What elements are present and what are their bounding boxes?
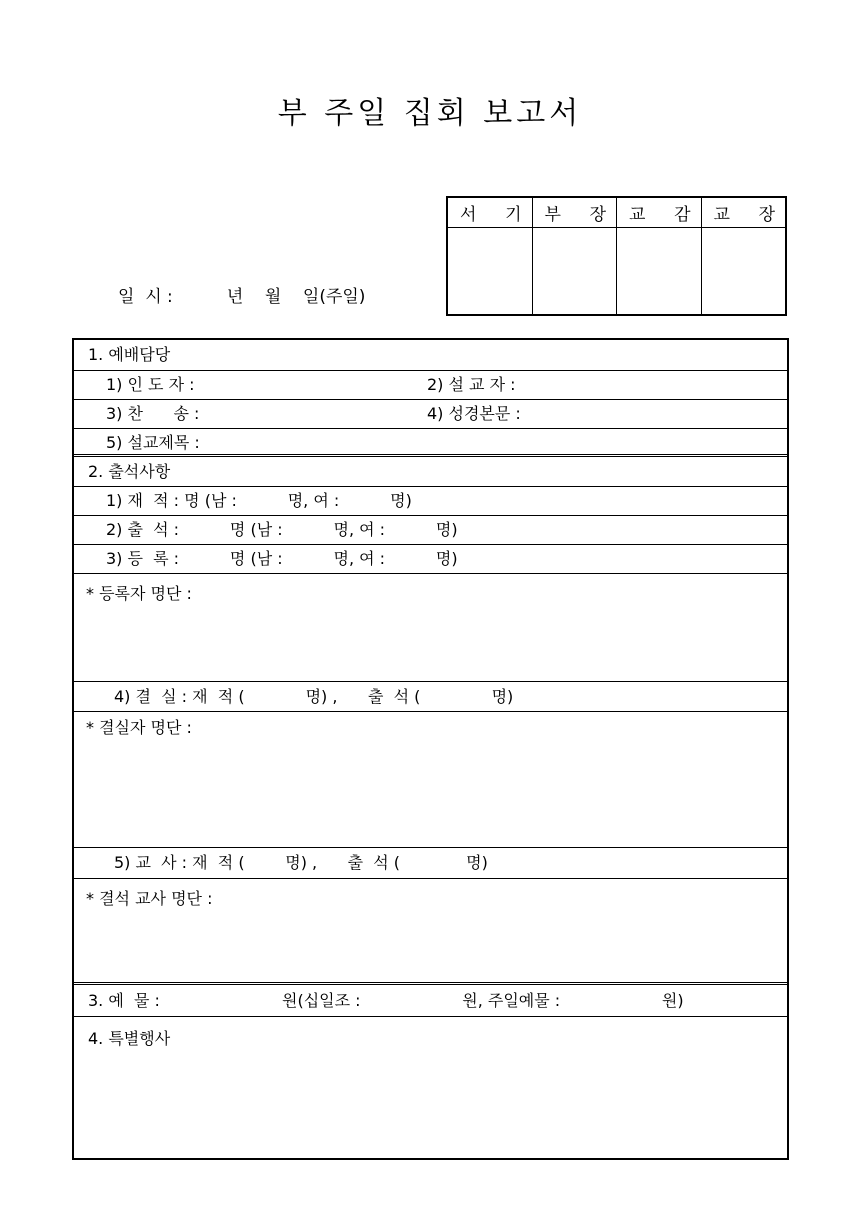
registered-row[interactable]: [74, 544, 787, 573]
leader-row[interactable]: [74, 370, 787, 399]
absent-teachers-list-box[interactable]: [74, 878, 787, 982]
sermon-title-label: 5) 설교제목 :: [106, 433, 200, 452]
absentees-list-label: * 결실자 명단 :: [86, 718, 192, 737]
approval-table: [446, 196, 787, 316]
registrants-list-label: * 등록자 명단 :: [86, 584, 192, 603]
section1-heading: 1. 예배담당: [88, 345, 171, 364]
approval-header: [617, 198, 701, 228]
approval-label-char: 교: [629, 205, 646, 225]
absent-teachers-list-label: * 결석 교사 명단 :: [86, 889, 213, 908]
approval-col-supervisor: [617, 198, 702, 314]
absentees-list-box[interactable]: [74, 711, 787, 847]
preacher-label: 2) 설 교 자 :: [427, 375, 516, 394]
page-title: 부 주일 집회 보고서: [277, 96, 583, 131]
signature-box[interactable]: [617, 228, 701, 314]
teachers-label: 5) 교 사 : 재 적 ( 명) , 출 석 ( 명): [114, 853, 488, 872]
approval-header: [702, 198, 786, 228]
offering-detail: 원(십일조 : 원, 주일예물 : 원): [282, 991, 684, 1010]
special-events-heading: 4. 특별행사: [88, 1029, 171, 1048]
registered-label: 3) 등 록 : 명 (남 : 명, 여 : 명): [106, 549, 458, 568]
enrolled-row[interactable]: [74, 486, 787, 515]
section2-heading-row: [74, 454, 787, 486]
attended-row[interactable]: [74, 515, 787, 544]
approval-header: [533, 198, 617, 228]
signature-box[interactable]: [448, 228, 532, 314]
approval-label-char: 장: [589, 205, 606, 225]
offering-heading: 3. 예 물 :: [88, 991, 160, 1010]
hymn-row[interactable]: [74, 399, 787, 428]
registrants-list-box[interactable]: [74, 573, 787, 681]
signature-box[interactable]: [533, 228, 617, 314]
approval-col-secretary: [448, 198, 533, 314]
teachers-row[interactable]: [74, 847, 787, 878]
report-form: [72, 338, 789, 1160]
leader-label: 1) 인 도 자 :: [106, 375, 195, 394]
date-line: 일 시 : 년 월 일(주일): [118, 287, 366, 307]
sermon-title-row[interactable]: [74, 428, 787, 457]
signature-box[interactable]: [702, 228, 786, 314]
approval-label-char: 서: [460, 205, 477, 225]
approval-label-char: 기: [505, 205, 522, 225]
approval-label-char: 장: [758, 205, 775, 225]
approval-col-principal: [702, 198, 786, 314]
section1-heading-row: [74, 340, 787, 370]
special-events-box[interactable]: [74, 1016, 787, 1158]
approval-label-char: 교: [713, 205, 730, 225]
approval-label-char: 부: [544, 205, 561, 225]
approval-label-char: 감: [674, 205, 691, 225]
attended-label: 2) 출 석 : 명 (남 : 명, 여 : 명): [106, 520, 458, 539]
enrolled-label: 1) 재 적 : 명 (남 : 명, 여 : 명): [106, 491, 412, 510]
absence-row[interactable]: [74, 681, 787, 711]
scripture-label: 4) 성경본문 :: [427, 404, 521, 423]
section2-heading: 2. 출석사항: [88, 462, 171, 481]
offering-row[interactable]: [74, 982, 787, 1016]
approval-col-dept-head: [533, 198, 618, 314]
approval-header: [448, 198, 532, 228]
absence-label: 4) 결 실 : 재 적 ( 명) , 출 석 ( 명): [114, 687, 514, 706]
hymn-label: 3) 찬 송 :: [106, 404, 200, 423]
